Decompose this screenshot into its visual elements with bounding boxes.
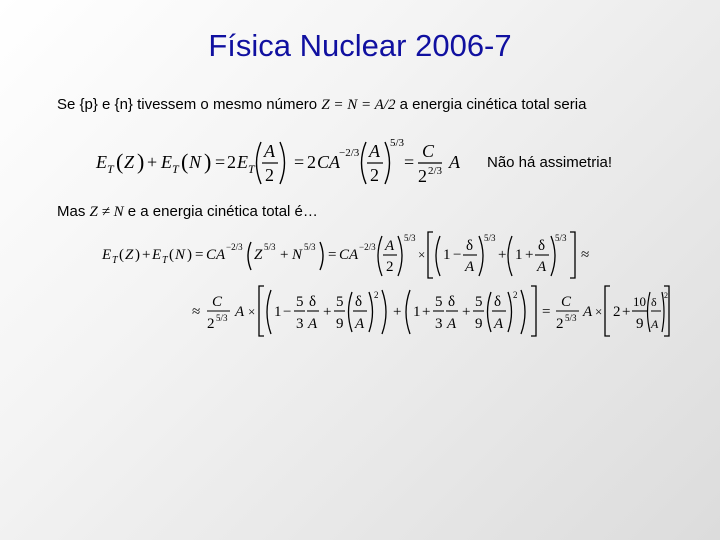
asym-math: Z ≠ N	[89, 204, 124, 220]
svg-text:δ: δ	[494, 294, 502, 310]
svg-text:2: 2	[664, 291, 668, 300]
svg-text:−: −	[283, 304, 292, 320]
svg-text:9: 9	[475, 316, 483, 332]
svg-text:+: +	[525, 247, 534, 263]
svg-text:=: =	[294, 152, 305, 172]
svg-text:CA: CA	[206, 247, 226, 263]
svg-text:5: 5	[435, 294, 443, 310]
svg-text:2: 2	[207, 316, 215, 332]
svg-text:Z: Z	[254, 247, 263, 263]
svg-text:δ: δ	[466, 238, 474, 254]
svg-text:5: 5	[475, 294, 483, 310]
svg-text:2: 2	[307, 152, 316, 172]
svg-text:2: 2	[370, 165, 379, 185]
svg-text:E: E	[96, 152, 107, 172]
svg-text:): )	[135, 247, 140, 263]
svg-text:1: 1	[515, 247, 523, 263]
svg-text:E: E	[237, 152, 248, 172]
svg-text:A: A	[369, 141, 380, 161]
svg-text:A: A	[308, 316, 318, 332]
svg-text:1: 1	[443, 247, 451, 263]
svg-text:E: E	[152, 247, 162, 263]
svg-text:5: 5	[296, 294, 304, 310]
svg-text:+: +	[323, 304, 332, 320]
svg-text:−: −	[453, 247, 462, 263]
svg-text:=: =	[328, 247, 337, 263]
svg-text:1: 1	[413, 304, 421, 320]
svg-text:2: 2	[513, 290, 518, 300]
svg-text:A: A	[465, 259, 475, 275]
equation-symmetric	[90, 130, 470, 192]
svg-text:N: N	[292, 247, 303, 263]
svg-text:): )	[137, 149, 145, 174]
svg-text:1: 1	[274, 304, 282, 320]
svg-text:A: A	[355, 316, 365, 332]
svg-text:5/3: 5/3	[565, 313, 577, 323]
slide-title: Física Nuclear 2006-7	[208, 28, 512, 63]
svg-text:+: +	[280, 247, 289, 263]
intro-line	[57, 96, 586, 114]
svg-text:T: T	[248, 162, 255, 176]
svg-text:+: +	[393, 304, 402, 320]
svg-text:): )	[204, 149, 212, 174]
svg-text:A: A	[494, 316, 504, 332]
svg-text:A: A	[264, 141, 275, 161]
svg-text:Z: Z	[125, 247, 134, 263]
svg-text:5/3: 5/3	[216, 313, 228, 323]
svg-text:δ: δ	[651, 295, 657, 309]
svg-text:A: A	[583, 304, 593, 320]
intro-suffix: a energia cinética total seria	[395, 96, 587, 113]
svg-text:(: (	[116, 149, 124, 174]
svg-text:2: 2	[386, 259, 394, 275]
svg-text:N: N	[189, 152, 202, 172]
intro-text: Se {p} e {n} tivessem o mesmo número	[57, 96, 322, 113]
svg-text:5/3: 5/3	[555, 233, 567, 243]
svg-text:2: 2	[265, 165, 274, 185]
svg-text:A: A	[235, 304, 245, 320]
svg-text:+: +	[147, 152, 158, 172]
svg-text:δ: δ	[448, 294, 456, 310]
svg-text:9: 9	[336, 316, 344, 332]
svg-text:Z: Z	[124, 152, 135, 172]
svg-text:≈: ≈	[581, 247, 590, 263]
svg-text:T: T	[172, 162, 179, 176]
svg-text:A: A	[651, 317, 659, 331]
svg-text:C: C	[422, 141, 435, 161]
svg-text:δ: δ	[355, 294, 363, 310]
svg-text:−2/3: −2/3	[359, 242, 376, 252]
equation-asymmetric-exact	[100, 228, 600, 280]
svg-text:2: 2	[418, 166, 427, 186]
svg-text:(: (	[119, 247, 124, 263]
intro-math: Z = N = A/2	[321, 97, 396, 113]
svg-text:3: 3	[296, 316, 304, 332]
equation-asymmetric-approx	[190, 284, 670, 338]
svg-text:5/3: 5/3	[390, 137, 405, 149]
no-asymmetry-note: Não há assimetria!	[487, 154, 613, 171]
svg-text:5/3: 5/3	[264, 242, 276, 252]
svg-text:=: =	[404, 152, 415, 172]
svg-text:+: +	[422, 304, 431, 320]
svg-text:5/3: 5/3	[304, 242, 316, 252]
svg-text:+: +	[462, 304, 471, 320]
svg-text:+: +	[622, 304, 631, 320]
svg-text:N: N	[175, 247, 186, 263]
svg-text:C: C	[561, 294, 572, 310]
svg-text:δ: δ	[309, 294, 317, 310]
svg-text:=: =	[215, 152, 226, 172]
svg-text:(: (	[169, 247, 174, 263]
svg-text:A: A	[537, 259, 547, 275]
asymmetric-line	[57, 203, 318, 221]
svg-text:E: E	[102, 247, 112, 263]
svg-text:T: T	[162, 255, 168, 266]
svg-text:+: +	[142, 247, 151, 263]
svg-text:×: ×	[418, 247, 426, 262]
svg-text:): )	[187, 247, 192, 263]
svg-text:(: (	[181, 149, 189, 174]
svg-text:E: E	[161, 152, 172, 172]
svg-text:5: 5	[336, 294, 344, 310]
svg-text:2: 2	[556, 316, 564, 332]
svg-text:C: C	[212, 294, 223, 310]
svg-text:2: 2	[613, 304, 621, 320]
svg-text:×: ×	[248, 304, 256, 319]
svg-text:δ: δ	[538, 238, 546, 254]
svg-text:2: 2	[374, 290, 379, 300]
svg-text:=: =	[542, 304, 551, 320]
svg-text:+: +	[498, 247, 507, 263]
svg-text:2/3: 2/3	[428, 165, 443, 177]
svg-text:5/3: 5/3	[404, 233, 416, 243]
svg-text:T: T	[107, 162, 114, 176]
svg-text:−2/3: −2/3	[226, 242, 243, 252]
svg-text:T: T	[112, 255, 118, 266]
svg-text:=: =	[195, 247, 204, 263]
svg-text:9: 9	[636, 316, 644, 332]
svg-text:−2/3: −2/3	[339, 147, 360, 159]
svg-text:A: A	[449, 152, 460, 172]
svg-text:A: A	[385, 238, 395, 254]
svg-text:CA: CA	[317, 152, 341, 172]
svg-text:CA: CA	[339, 247, 359, 263]
svg-text:A: A	[447, 316, 457, 332]
svg-text:2: 2	[227, 152, 236, 172]
svg-text:≈: ≈	[192, 304, 201, 320]
svg-text:×: ×	[595, 304, 603, 319]
asym-suffix: e a energia cinética total é…	[123, 203, 318, 220]
svg-text:3: 3	[435, 316, 443, 332]
asym-text: Mas	[57, 203, 90, 220]
svg-text:10: 10	[633, 294, 646, 309]
svg-text:5/3: 5/3	[484, 233, 496, 243]
